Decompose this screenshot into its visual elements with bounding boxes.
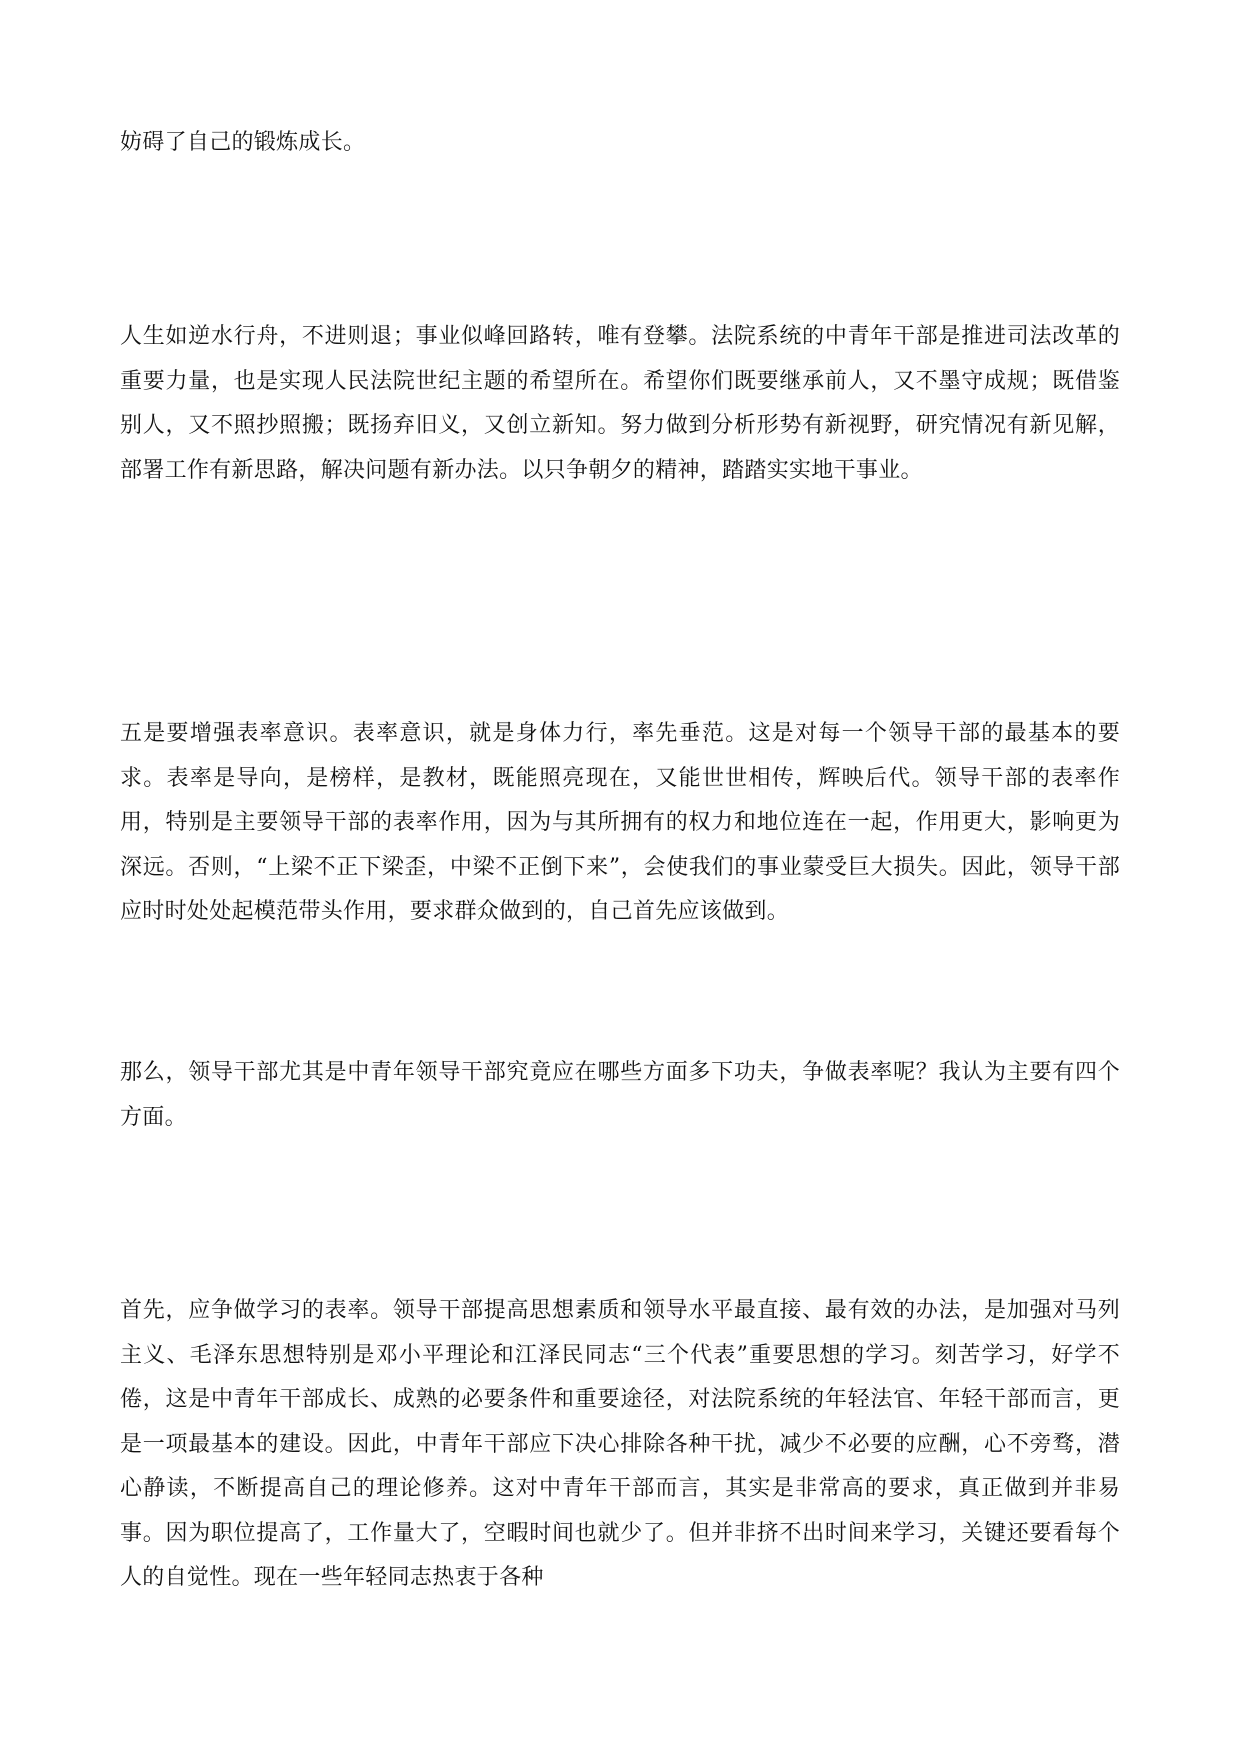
paragraph-continuation: 妨碍了自己的锻炼成长。 bbox=[120, 130, 366, 155]
paragraph-four-aspects: 那么，领导干部尤其是中青年领导干部究竟应在哪些方面多下功夫，争做表率呢？我认为主要有四个方面。 bbox=[120, 1060, 1120, 1130]
paragraph-learning-example: 首先，应争做学习的表率。领导干部提高思想素质和领导水平最直接、最有效的办法，是加强对马列主义、毛泽东思想特别是邓小平理论和江泽民同志“三个代表”重要思想的学习。刻苦学习，好学不倦，这是中青年干部成长、成熟的必要条件和重要途径，对法院系统的年轻法官、年轻干部而言，更是一项最基本的建设。因此，中青年干部应下决心排除各种干扰，减少不必要的应酬，心不旁骛，潜心静读，不断提高自己的理论修养。这对中青年干部而言，其实是非常高的要求，真正做到并非易事。因为职位提高了，工作量大了，空暇时间也就少了。但并非挤不出时间来学习，关键还要看每个人的自觉性。现在一些年轻同志热衷于各种 bbox=[120, 1298, 1120, 1590]
paragraph-reform-forces: 人生如逆水行舟，不进则退；事业似峰回路转，唯有登攀。法院系统的中青年干部是推进司法改革的重要力量，也是实现人民法院世纪主题的希望所在。希望你们既要继承前人，又不墨守成规；既借鉴别人，又不照抄照搬；既扬弃旧义，又创立新知。努力做到分析形势有新视野，研究情况有新见解，部署工作有新思路，解决问题有新办法。以只争朝夕的精神，踏踏实实地干事业。 bbox=[120, 324, 1120, 483]
paragraph-exemplary-awareness: 五是要增强表率意识。表率意识，就是身体力行，率先垂范。这是对每一个领导干部的最基本的要求。表率是导向，是榜样，是教材，既能照亮现在，又能世世相传，辉映后代。领导干部的表率作用，特别是主要领导干部的表率作用，因为与其所拥有的权力和地位连在一起，作用更大，影响更为深远。否则，“上梁不正下梁歪，中梁不正倒下来”，会使我们的事业蒙受巨大损失。因此，领导干部应时时处处起模范带头作用，要求群众做到的，自己首先应该做到。 bbox=[120, 721, 1120, 924]
